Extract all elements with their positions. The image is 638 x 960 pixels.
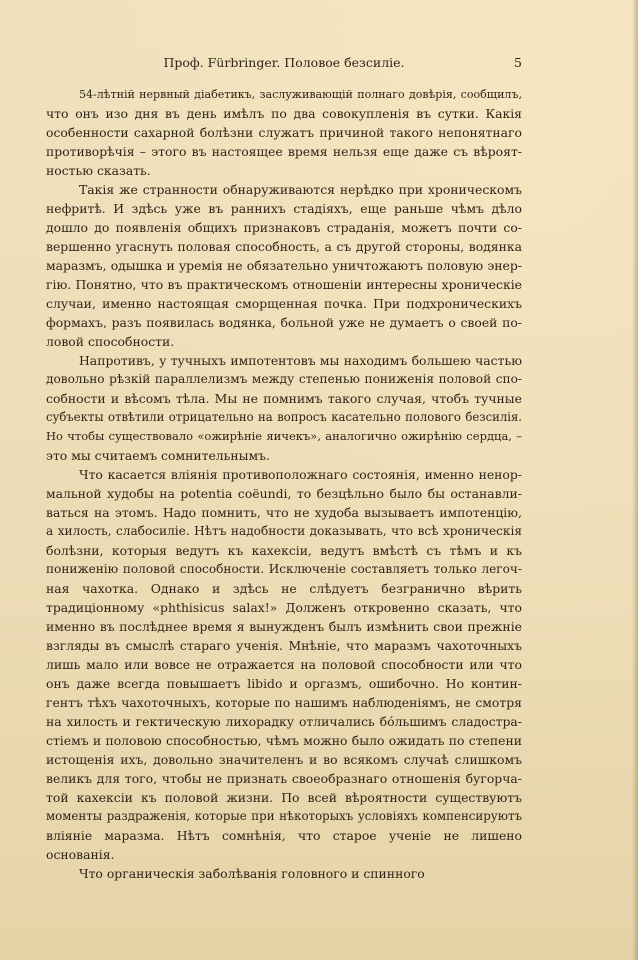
text-line: Напротивъ, у тучныхъ импотентовъ мы находимъ большею частью (79, 353, 522, 368)
text-line: пониженію половой способности. Исключеніе составляетъ только легоч- (46, 562, 522, 576)
text-line: мальной худобы на potentia coëundi, то безцѣльно было бы останавли- (46, 486, 522, 501)
text-line: что онъ изо дня въ день имѣлъ по два совокупленія въ сутки. Какія (46, 106, 522, 121)
paragraph (46, 465, 522, 864)
body-text (46, 85, 522, 883)
text-line: дошло до появленія общихъ признаковъ страданія, можетъ почти со- (46, 220, 522, 235)
text-line: случаи, именно настоящая сморщенная почка. При подхроническихъ (46, 296, 522, 311)
text-line: маразмъ, одышка и уремія не обязательно уничтожаютъ половую энер- (46, 258, 522, 273)
text-line: Что касается вліянія противоположнаго состоянія, именно ненор- (79, 467, 522, 482)
text-line: взгляды въ смыслѣ стараго ученія. Мнѣніе, что маразмъ чахоточныхъ (46, 638, 522, 653)
text-line: субъекты отвѣтили отрицательно на вопросъ касательно полового безсилія. (46, 410, 522, 424)
text-line: противорѣчія – этого въ настоящее время нельзя еще даже съ вѣроят- (46, 144, 522, 159)
text-line: а хилость, слабосиліе. Нѣтъ надобности доказывать, что всѣ хроническія (46, 524, 522, 538)
text-line: вліяніе маразма. Нѣтъ сомнѣнія, что старое ученіе не лишено (46, 828, 522, 843)
text-line: Но чтобы существовало «ожирѣніе яичекъ», аналогично ожирѣнію сердца, – (46, 429, 522, 443)
text-line: основанія. (46, 847, 115, 862)
text-line: традиціонному «phthisicus salax!» Долженъ откровенно сказать, что (46, 600, 522, 615)
text-line: гію. Понятно, что въ практическомъ отношеніи интересны хроническіе (46, 277, 522, 292)
text-line: той кахексіи къ половой жизни. По всей вѣроятности существуютъ (46, 790, 522, 805)
paragraph (46, 85, 522, 180)
text-line: довольно рѣзкій параллелизмъ между степенью пониженія половой спо- (46, 372, 522, 386)
paragraph (46, 864, 522, 883)
text-line: Что органическія заболѣванія головного и спинного (79, 866, 425, 881)
text-line: 54-лѣтній нервный діабетикъ, заслуживающій полнаго довѣрія, сообщилъ, (79, 88, 522, 101)
text-line: стіемъ и половою способностью, чѣмъ можно было ожидать по степени (46, 733, 522, 748)
text-line: великъ для того, чтобы не признать своеобразнаго отношенія бугорча- (46, 771, 522, 786)
text-line: собности и вѣсомъ тѣла. Мы не помнимъ такого случая, чтобъ тучные (46, 391, 522, 406)
text-line: именно въ послѣднее время я вынужденъ былъ измѣнить свои прежніе (46, 619, 522, 634)
text-line: гентъ тѣхъ чахоточныхъ, которые по нашимъ наблюденіямъ, не смотря (46, 695, 522, 710)
text-line: лишь мало или вовсе не отражается на половой способности или что (46, 657, 522, 672)
paragraph (46, 180, 522, 351)
text-line: нефритѣ. И здѣсь уже въ раннихъ стадіяхъ, еще раньше чѣмъ дѣло (46, 201, 522, 216)
text-line: онъ даже всегда повышаетъ libido и оргазмъ, ошибочно. Но контин- (46, 676, 522, 691)
text-line: болѣзни, которыя ведутъ къ кахексіи, ведутъ вмѣстѣ съ тѣмъ и къ (46, 543, 522, 558)
text-line: ностью сказать. (46, 163, 151, 178)
text-line: ваться на этомъ. Надо помнить, что не худоба вызываетъ импотенцію, (46, 505, 522, 520)
page-number: 5 (514, 55, 522, 70)
running-title: Проф. Fürbringer. Половое безсиліе. (163, 55, 405, 70)
text-line: на хилость и гектическую лихорадку отличались бóльшимъ сладостра- (46, 714, 522, 729)
text-line: ловой способности. (46, 334, 175, 349)
page-edge-shadow (632, 0, 638, 960)
text-line: вершенно угаснуть половая способность, а съ другой стороны, водянка (46, 239, 522, 254)
text-line: это мы считаемъ сомнительнымъ. (46, 448, 270, 463)
text-line: особенности сахарной болѣзни служатъ причиной такого непонятнаго (46, 125, 522, 140)
page-header (46, 55, 522, 71)
text-line: моменты раздраженія, которые при нѣкоторыхъ условіяхъ компенсируютъ (46, 809, 522, 823)
paragraph (46, 351, 522, 465)
text-line: формахъ, разъ появилась водянка, больной уже не думаетъ о своей по- (46, 315, 522, 330)
text-line: истощенія ихъ, довольно значителенъ и во всякомъ случаѣ слишкомъ (46, 752, 522, 767)
text-line: Такія же странности обнаруживаются нерѣдко при хроническомъ (79, 182, 522, 197)
text-line: ная чахотка. Однако и здѣсь не слѣдуетъ безгранично вѣрить (46, 581, 522, 596)
